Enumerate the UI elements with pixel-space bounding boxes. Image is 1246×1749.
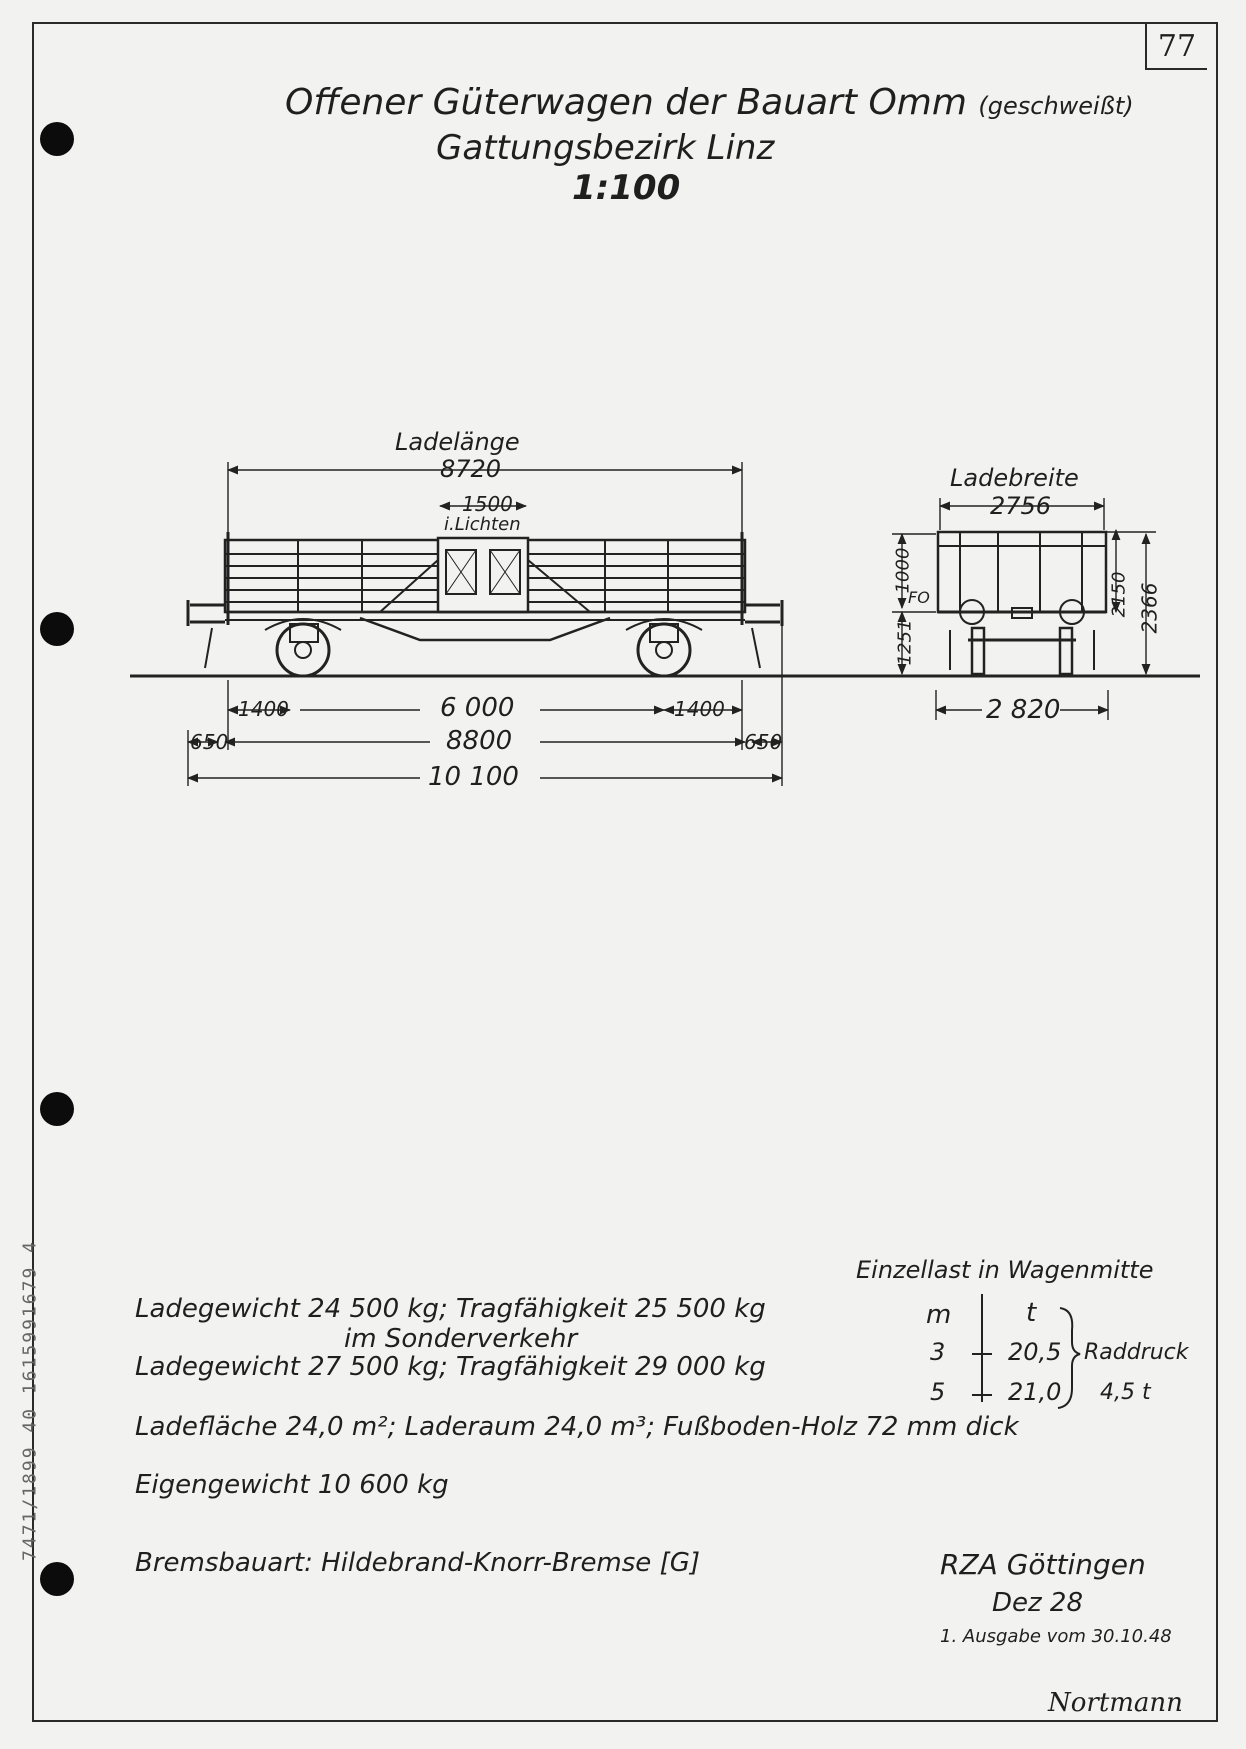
side-view-wagon: [188, 532, 782, 676]
dim-total: 10 100: [428, 762, 519, 792]
ladelaenge-value: 8720: [440, 455, 502, 483]
door-width-value: 1500: [462, 492, 513, 516]
spec-ladeflaeche: Ladefläche 24,0 m²; Laderaum 24,0 m³; Fußboden-Holz 72 mm dick: [135, 1412, 1019, 1442]
door-width-note: i.Lichten: [444, 514, 521, 535]
side-height-value: 1000: [892, 547, 914, 594]
title-line1: Offener Güterwagen der Bauart Omm: [285, 82, 967, 123]
drawing-scale: 1:100: [572, 168, 681, 208]
spec-sonderverkehr: im Sonderverkehr: [344, 1324, 578, 1354]
spec-eigengewicht: Eigengewicht 10 600 kg: [135, 1470, 449, 1500]
einzellast-row-t: 20,5: [1008, 1338, 1062, 1366]
height-total-value: 2366: [1137, 582, 1162, 634]
raddruck-label: Raddruck: [1084, 1340, 1189, 1365]
issue-date: Dez 28: [992, 1588, 1084, 1618]
einzellast-col-t: t: [1026, 1298, 1037, 1328]
spec-ladegewicht-1: Ladegewicht 24 500 kg; Tragfähigkeit 25 500 kg: [135, 1294, 766, 1324]
width-total-value: 2 820: [986, 695, 1061, 725]
dim-right-overhang: 1400: [674, 697, 725, 721]
einzellast-col-m: m: [926, 1300, 952, 1330]
end-view-wagon: [938, 532, 1106, 674]
drawing-subtitle: Gattungsbezirk Linz: [436, 128, 775, 168]
page-number: 77: [1145, 24, 1207, 70]
einzellast-row-t: 21,0: [1008, 1378, 1062, 1406]
margin-note: 7471/1899 40 1615991679 4: [19, 1240, 41, 1561]
floor-label: FO: [908, 588, 930, 607]
dim-buffer-right: 650: [744, 730, 783, 754]
dim-buffer-left: 650: [190, 730, 229, 754]
ladelaenge-label: Ladelänge: [395, 428, 520, 456]
dim-wheelbase: 6 000: [440, 693, 515, 723]
ladebreite-label: Ladebreite: [950, 464, 1079, 492]
floor-height-value: 1251: [894, 619, 916, 666]
einzellast-row-m: 3: [930, 1338, 946, 1366]
einzellast-row-m: 5: [930, 1378, 946, 1406]
spec-ladegewicht-2: Ladegewicht 27 500 kg; Tragfähigkeit 29 000 kg: [135, 1352, 766, 1382]
spec-bremsbauart: Bremsbauart: Hildebrand-Knorr-Bremse [G]: [135, 1548, 701, 1578]
issuing-office: RZA Göttingen: [940, 1548, 1146, 1581]
edition-note: 1. Ausgabe vom 30.10.48: [940, 1626, 1172, 1647]
dim-left-overhang: 1400: [238, 697, 289, 721]
dim-frame: 8800: [446, 726, 513, 756]
height-inner-value: 2150: [1108, 571, 1130, 618]
einzellast-heading: Einzellast in Wagenmitte: [856, 1256, 1154, 1284]
signature: Nortmann: [1048, 1688, 1183, 1718]
ladebreite-value: 2756: [990, 492, 1052, 520]
title-note: (geschweißt): [978, 92, 1134, 120]
raddruck-value: 4,5 t: [1100, 1380, 1151, 1405]
